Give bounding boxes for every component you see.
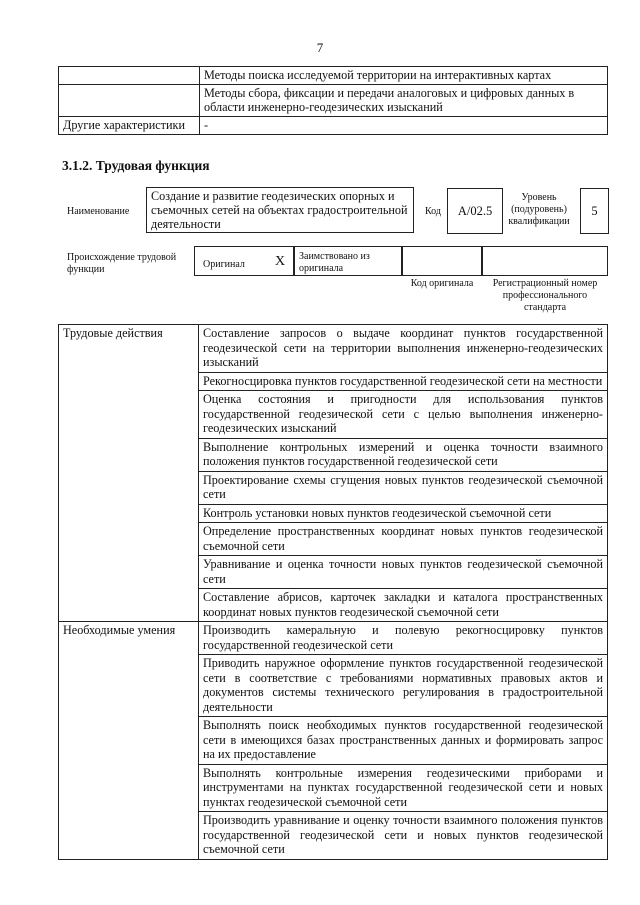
labor-actions-item: Определение пространственных координат новых пунктов геодезической съемочной сети — [199, 523, 608, 556]
labor-actions-label: Трудовые действия — [59, 325, 199, 622]
table-row — [59, 67, 608, 85]
labor-actions-item: Рекогносцировка пунктов государственной геодезической сети на местности — [199, 372, 608, 391]
table-cell: Методы сбора, фиксации и передачи аналоговых и цифровых данных в области инженерно-геодезических изысканий — [200, 85, 608, 117]
required-skills-item: Приводить наружное оформление пунктов государственной геодезической сети в соответствие с требованиями нормативных правовых актов и документов системы технического регулирования в градостроительной деятельности — [199, 655, 608, 717]
name-label: Наименование — [67, 206, 130, 217]
code-label: Код — [425, 206, 441, 217]
required-skills-item: Производить камеральную и полевую рекогносцировку пунктов государственной геодезической сети — [199, 622, 608, 655]
original-code-cell — [402, 246, 482, 276]
table-cell: Методы поиска исследуемой территории на интерактивных картах — [200, 67, 608, 85]
level-label: Уровень (подуровень) квалификации — [508, 192, 570, 227]
labor-actions-item: Оценка состояния и пригодности для использования пунктов государственной геодезической сети с целью выполнения инженерно-геодезических изысканий — [199, 391, 608, 439]
table-row — [59, 117, 608, 135]
labor-actions-item: Контроль установки новых пунктов геодезической съемочной сети — [199, 504, 608, 523]
empty-label-cell — [59, 67, 200, 85]
labor-function-table-body — [59, 325, 608, 860]
level-value: 5 — [580, 188, 609, 234]
origin-label: Происхождение трудовой функции — [67, 252, 177, 275]
table-row — [59, 85, 608, 117]
labor-actions-item: Выполнение контрольных измерений и оценка точности взаимного положения пунктов государственной геодезической сети — [199, 438, 608, 471]
knowledge-table-continuation — [58, 66, 608, 135]
labor-function-table — [58, 324, 608, 860]
borrowed-cell — [294, 246, 402, 276]
page-number: 7 — [316, 40, 324, 55]
other-characteristics-value: - — [200, 117, 608, 135]
original-cell — [194, 246, 294, 276]
required-skills-item: Выполнять контрольные измерения геодезическими приборами и инструментами на пунктах государственной геодезической сети и новых пунктах геодезической съемочной сети — [199, 764, 608, 812]
labor-actions-item: Проектирование схемы сгущения новых пунктов геодезической съемочной сети — [199, 471, 608, 504]
code-value: A/02.5 — [447, 188, 503, 234]
table-row — [59, 325, 608, 373]
labor-actions-item: Составление абрисов, карточек закладки и каталога пространственных координат новых пунктов геодезической съемочной сети — [199, 589, 608, 622]
original-label: Оригинал — [203, 259, 245, 270]
labor-actions-item: Уравнивание и оценка точности новых пунктов геодезической съемочной сети — [199, 556, 608, 589]
required-skills-label: Необходимые умения — [59, 622, 199, 860]
table-row — [59, 622, 608, 655]
original-code-caption: Код оригинала — [410, 278, 474, 289]
registration-number-cell — [482, 246, 608, 276]
other-characteristics-label: Другие характеристики — [59, 117, 200, 135]
required-skills-item: Выполнять поиск необходимых пунктов государственной геодезической сети в имеющихся базах пространственных данных и формировать запрос на их предоставление — [199, 717, 608, 765]
empty-label-cell — [59, 85, 200, 117]
labor-actions-item: Составление запросов о выдаче координат пунктов государственной геодезической сети на территории выполнения инженерно-геодезических изысканий — [199, 325, 608, 373]
registration-number-caption: Регистрационный номер профессионального стандарта — [492, 278, 598, 313]
section-title: 3.1.2. Трудовая функция — [62, 158, 210, 173]
required-skills-item: Производить уравнивание и оценку точности взаимного положения пунктов государственной геодезической сети и новых пунктов геодезической съемочной сети — [199, 812, 608, 860]
name-value: Создание и развитие геодезических опорных и съемочных сетей на объектах градостроительной деятельности — [146, 187, 414, 233]
original-mark: X — [275, 254, 286, 269]
borrowed-label: Заимствовано из оригинала — [299, 251, 370, 274]
